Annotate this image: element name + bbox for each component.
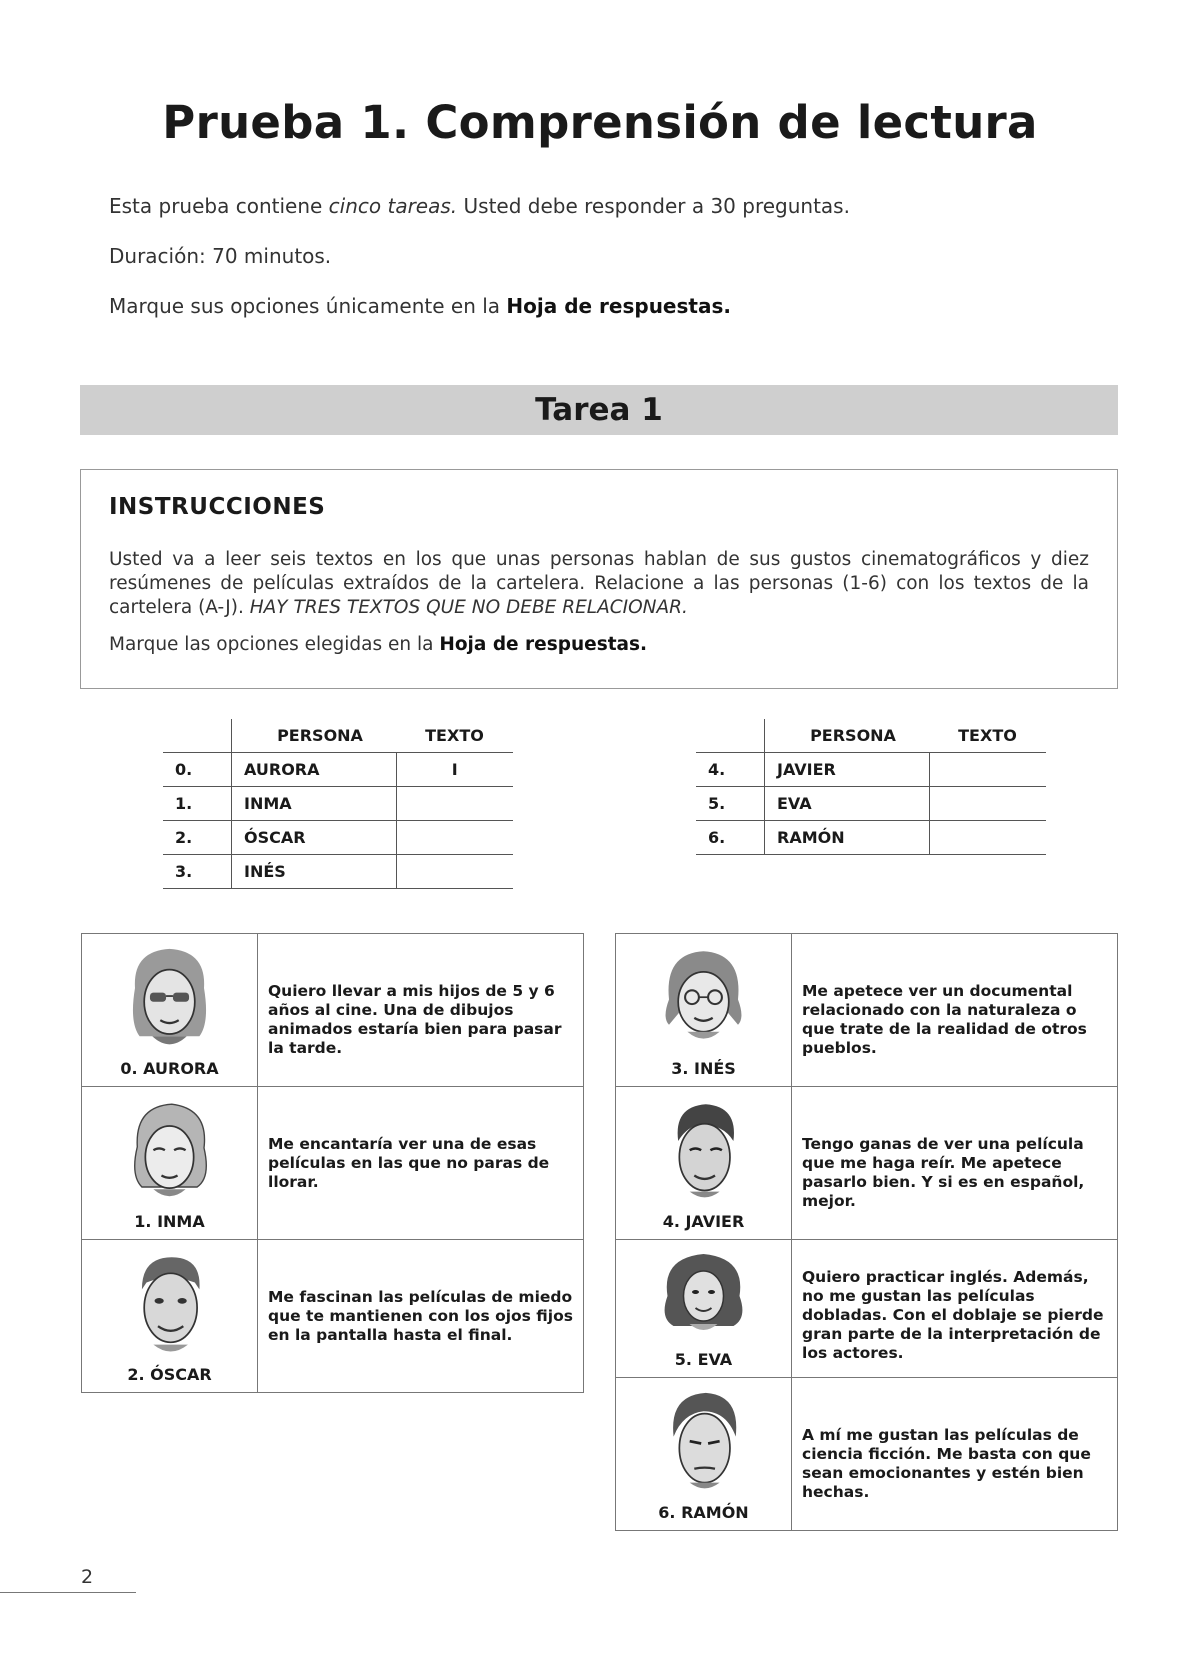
intro-text: Marque sus opciones únicamente en la xyxy=(109,294,507,318)
row-answer[interactable] xyxy=(929,821,1046,855)
instructions-title: INSTRUCCIONES xyxy=(109,494,326,520)
man-face-icon xyxy=(646,1386,761,1501)
person-row xyxy=(616,1378,1118,1531)
row-person: JAVIER xyxy=(765,753,930,787)
col-num-header xyxy=(163,719,232,753)
person-quote-cell xyxy=(792,934,1118,1087)
row-person: AURORA xyxy=(232,753,397,787)
person-row xyxy=(82,1087,584,1240)
person-portrait-cell xyxy=(616,1240,792,1378)
man-face-icon xyxy=(112,1248,227,1363)
instructions-mark xyxy=(109,634,647,655)
girl-face-icon xyxy=(646,942,761,1057)
table-row xyxy=(163,753,513,787)
table-row xyxy=(696,753,1046,787)
row-answer[interactable] xyxy=(929,753,1046,787)
row-number: 1. xyxy=(163,787,232,821)
instructions-text: Usted va a leer seis textos en los que unas personas hablan de sus gustos cinematográficos y diez resúmenes de películas extraídos de la cartelera. Relacione a las personas (1-6) con los textos de la cartelera (A-J). xyxy=(109,549,1089,618)
person-quote-cell xyxy=(258,934,584,1087)
person-label: 5. EVA xyxy=(674,1350,733,1369)
person-portrait-cell xyxy=(616,1378,792,1531)
table-row xyxy=(163,821,513,855)
row-answer: I xyxy=(396,753,513,787)
row-person: ÓSCAR xyxy=(232,821,397,855)
person-row xyxy=(616,934,1118,1087)
col-num-header xyxy=(696,719,765,753)
person-portrait-cell xyxy=(616,934,792,1087)
woman-curly-face-icon xyxy=(651,1246,756,1346)
person-quote: Tengo ganas de ver una película que me haga reír. Me apetece pasarlo bien. Y si es en español, mejor. xyxy=(802,1135,1085,1210)
person-quote: Quiero llevar a mis hijos de 5 y 6 años al cine. Una de dibujos animados estaría bien para pasar la tarde. xyxy=(268,982,562,1057)
footer-rule xyxy=(0,1592,136,1593)
person-portrait-cell xyxy=(82,934,258,1087)
intro-line-tasks xyxy=(109,194,850,218)
instructions-mark-text: Marque las opciones elegidas en la xyxy=(109,634,440,655)
table-row xyxy=(163,787,513,821)
col-persona-header: PERSONA xyxy=(765,719,930,753)
woman-face-icon xyxy=(112,1095,227,1210)
person-row xyxy=(616,1240,1118,1378)
row-number: 2. xyxy=(163,821,232,855)
row-person: INMA xyxy=(232,787,397,821)
row-answer[interactable] xyxy=(396,855,513,889)
intro-text: Esta prueba contiene xyxy=(109,194,329,218)
col-texto-header: TEXTO xyxy=(425,726,484,745)
row-number: 6. xyxy=(696,821,765,855)
person-portrait-cell xyxy=(82,1240,258,1393)
row-number: 0. xyxy=(163,753,232,787)
answer-sheet-ref: Hoja de respuestas. xyxy=(439,634,648,655)
table-row xyxy=(696,821,1046,855)
person-portrait-cell xyxy=(82,1087,258,1240)
person-quote-cell xyxy=(258,1240,584,1393)
person-quote: A mí me gustan las películas de ciencia ficción. Me basta con que sean emocionantes y estén bien hechas. xyxy=(802,1426,1091,1501)
person-quote-cell xyxy=(792,1240,1118,1378)
page-number: 2 xyxy=(81,1566,94,1588)
answer-sheet-ref: Hoja de respuestas. xyxy=(506,294,731,318)
row-number: 3. xyxy=(163,855,232,889)
table-row xyxy=(163,855,513,889)
col-persona-header: PERSONA xyxy=(232,719,397,753)
person-quote: Me encantaría ver una de esas películas en las que no paras de llorar. xyxy=(268,1135,550,1191)
table-row xyxy=(696,787,1046,821)
person-label: 2. ÓSCAR xyxy=(127,1365,212,1384)
person-row xyxy=(82,934,584,1087)
row-answer[interactable] xyxy=(396,821,513,855)
person-label: 0. AURORA xyxy=(120,1059,219,1078)
row-person: RAMÓN xyxy=(765,821,930,855)
person-label: 6. RAMÓN xyxy=(658,1503,749,1522)
row-person: INÉS xyxy=(232,855,397,889)
intro-line-answers xyxy=(109,294,731,318)
person-quote: Quiero practicar inglés. Además, no me gustan las películas dobladas. Con el doblaje se pierde gran parte de la interpretación de los actores. xyxy=(802,1268,1104,1362)
page-title: Prueba 1. Comprensión de lectura xyxy=(162,96,1038,149)
row-number: 4. xyxy=(696,753,765,787)
people-grid-right xyxy=(615,933,1118,1531)
col-texto-header: TEXTO xyxy=(958,726,1017,745)
person-row xyxy=(82,1240,584,1393)
answer-table-right xyxy=(696,719,1046,855)
person-label: 3. INÉS xyxy=(671,1059,736,1078)
row-answer[interactable] xyxy=(396,787,513,821)
answer-table-left xyxy=(163,719,513,889)
instructions-box xyxy=(80,469,1118,689)
task-header: Tarea 1 xyxy=(80,385,1118,435)
intro-text-end: Usted debe responder a 30 preguntas. xyxy=(457,194,850,218)
man-face-icon xyxy=(646,1095,761,1210)
person-quote: Me apetece ver un documental relacionado con la naturaleza o que trate de la realidad de otros pueblos. xyxy=(802,982,1087,1057)
person-row xyxy=(616,1087,1118,1240)
person-quote-cell xyxy=(792,1378,1118,1531)
person-quote-cell xyxy=(258,1087,584,1240)
person-label: 1. INMA xyxy=(134,1212,205,1231)
instructions-warning: HAY TRES TEXTOS QUE NO DEBE RELACIONAR. xyxy=(249,597,688,618)
person-quote: Me fascinan las películas de miedo que te mantienen con los ojos fijos en la pantalla hasta el final. xyxy=(268,1288,573,1344)
row-number: 5. xyxy=(696,787,765,821)
row-person: EVA xyxy=(765,787,930,821)
person-label: 4. JAVIER xyxy=(662,1212,745,1231)
woman-face-icon xyxy=(112,942,227,1057)
person-quote-cell xyxy=(792,1087,1118,1240)
instructions-paragraph xyxy=(109,548,1089,620)
intro-line-duration: Duración: 70 minutos. xyxy=(109,244,332,268)
row-answer[interactable] xyxy=(929,787,1046,821)
people-grid-left xyxy=(81,933,584,1393)
intro-emphasis: cinco tareas. xyxy=(328,194,458,218)
person-portrait-cell xyxy=(616,1087,792,1240)
